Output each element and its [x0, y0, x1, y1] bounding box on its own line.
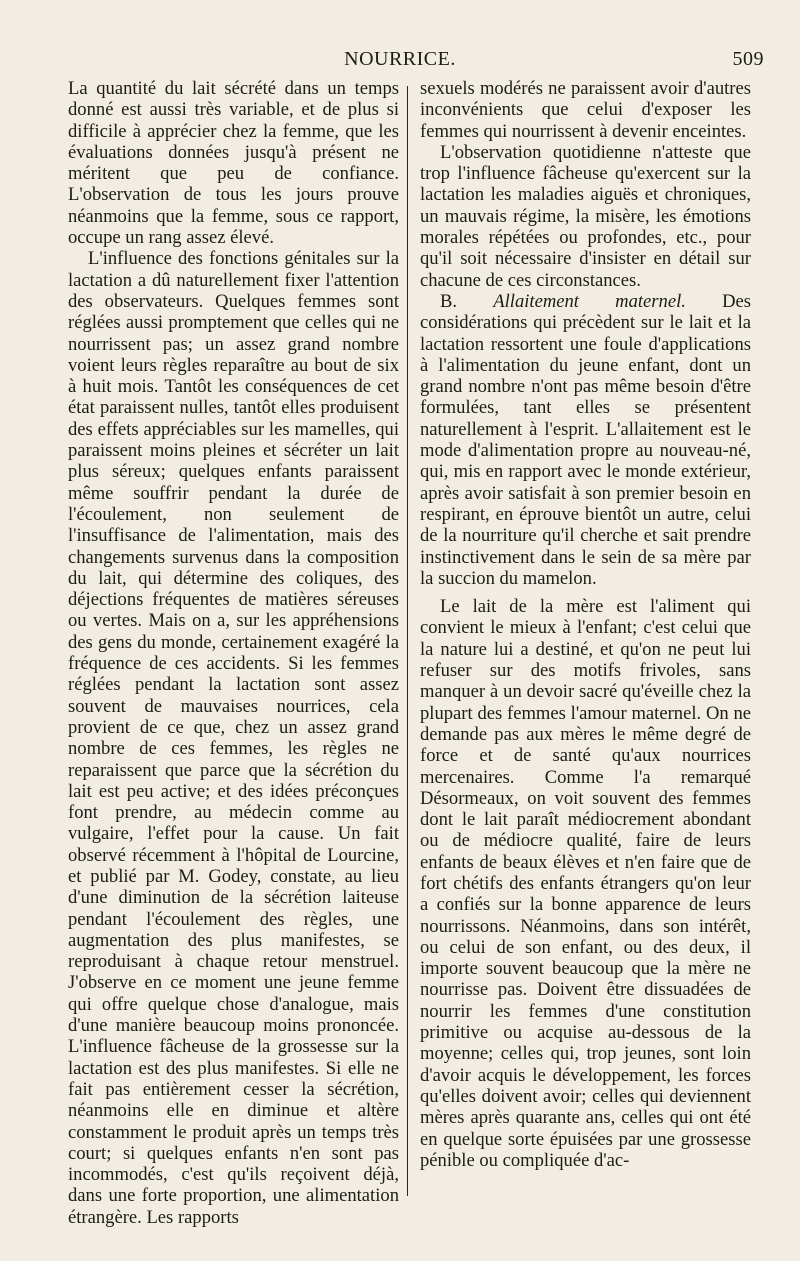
right-paragraph-3 — [420, 291, 751, 589]
running-title: NOURRICE. — [344, 48, 456, 70]
left-paragraph-1: La quantité du lait sécrété dans un temps donné est aussi très variable, et de plus si difficile à apprécier chez la femme, que les évaluations données jusqu'à présent ne méritent que peu de confiance. L'observation de tous les jours prouve néanmoins que la femme, sous ce rapport, occupe un rang assez élevé. — [68, 78, 399, 249]
right-column — [420, 78, 751, 1171]
page-number: 509 — [732, 48, 764, 70]
right-paragraph-1: sexuels modérés ne paraissent avoir d'autres inconvénients que celui d'exposer les femmes qui nourrissent à devenir enceintes. — [420, 78, 751, 142]
left-paragraph-2: L'influence des fonctions génitales sur la lactation a dû naturellement fixer l'attention des observateurs. Quelques femmes sont réglées aussi promptement que celles qui ne nourrissent pas; un assez grand nombre voient leurs règles reparaître au bout de six à huit mois. Tantôt les conséquences de cet état paraissent nulles, tantôt elles produisent des effets appréciables sur les mamelles, qui paraissent moins pleines et sécréter un lait plus séreux; quelques enfants paraissent même souffrir pendant la durée de l'écoulement, non seulement de l'insuffisance de l'alimentation, mais des changements survenus dans la composition du lait, qui détermine des coliques, des déjections fréquentes de matières séreuses ou vertes. Mais on a, sur les appréhensions des gens du monde, certainement exagéré la fréquence de ces accidents. Si les femmes réglées pendant la lactation sont assez souvent de mauvaises nourrices, cela provient de ce que, chez un assez grand nombre de ces femmes, les règles ne reparaissent que parce que la sécrétion du lait est peu active; et des idées préconçues font prendre, au médecin comme au vulgaire, l'effet pour la cause. Un fait observé récemment à l'hôpital de Lourcine, et publié par M. Godey, constate, au lieu d'une diminution de la sécrétion laiteuse pendant l'écoulement des règles, une augmentation des plus manifestes, se reproduisant à chaque retour menstruel. J'observe en ce moment une jeune femme qui offre quelque chose d'analogue, mais d'une manière beaucoup moins prononcée. L'influence fâcheuse de la grossesse sur la lactation est des plus manifestes. Si elle ne fait pas entièrement cesser la sécrétion, néanmoins elle en diminue et altère constamment le produit après un temps très court; si quelques enfants n'en sont pas incommodés, c'est qu'ils reçoivent déjà, dans une forte proportion, une alimentation étrangère. Les rapports — [68, 248, 399, 1228]
section-text: Des considérations qui précèdent sur le lait et la lactation ressortent une foule d'applications à l'alimentation du jeune enfant, dont un grand nombre n'ont pas même besoin d'être formulées, tant elles se présentent naturellement à l'esprit. L'allaitement est le mode d'alimentation propre au nouveau-né, qui, mis en rapport avec le monde extérieur, après avoir satisfait à son premier besoin en respirant, en éprouve bientôt un autre, celui de la nourriture qu'il cherche et sait prendre instinctivement dans le sein de sa mère par la succion du mamelon. — [420, 290, 752, 589]
column-divider — [407, 86, 408, 1196]
section-title: Allaitement maternel. — [493, 290, 686, 312]
left-column — [68, 78, 399, 1228]
right-paragraph-4: Le lait de la mère est l'aliment qui convient le mieux à l'enfant; c'est celui que la nature lui a destiné, et qu'on ne peut lui refuser sur des motifs frivoles, sans manquer à un devoir sacré qu'éveille chez la plupart des femmes l'amour maternel. On ne demande pas aux mères le même degré de force et de santé qu'aux nourrices mercenaires. Comme l'a remarqué Désormeaux, on voit souvent des femmes dont le lait paraît médiocrement abondant ou de médiocre qualité, faire de leurs enfants de beaux élèves et n'en faire que de fort chétifs des enfants étrangers qu'on leur a confiés sur la bonne apparence de leurs nourrissons. Néanmoins, dans son intérêt, ou celui de son enfant, ou des deux, il importe souvent beaucoup que la mère ne nourrisse pas. Doivent être dissuadées de nourrir les femmes d'une constitution primitive ou acquise au-dessous de la moyenne; celles qui, trop jeunes, sont loin d'avoir acquis le développement, les forces qu'elles doivent avoir; celles qui deviennent mères après quarante ans, celles qui ont été en quelque sorte épuisées par une grossesse pénible ou compliquée d'ac- — [420, 596, 751, 1171]
section-label: B. — [440, 290, 494, 312]
running-head — [0, 48, 800, 72]
right-paragraph-2: L'observation quotidienne n'atteste que trop l'influence fâcheuse qu'exercent sur la lactation les maladies aiguës et chroniques, un mauvais régime, la misère, les émotions morales répétées ou profondes, etc., pour qu'il soit nécessaire d'insister en détail sur chacune de ces circonstances. — [420, 141, 751, 291]
